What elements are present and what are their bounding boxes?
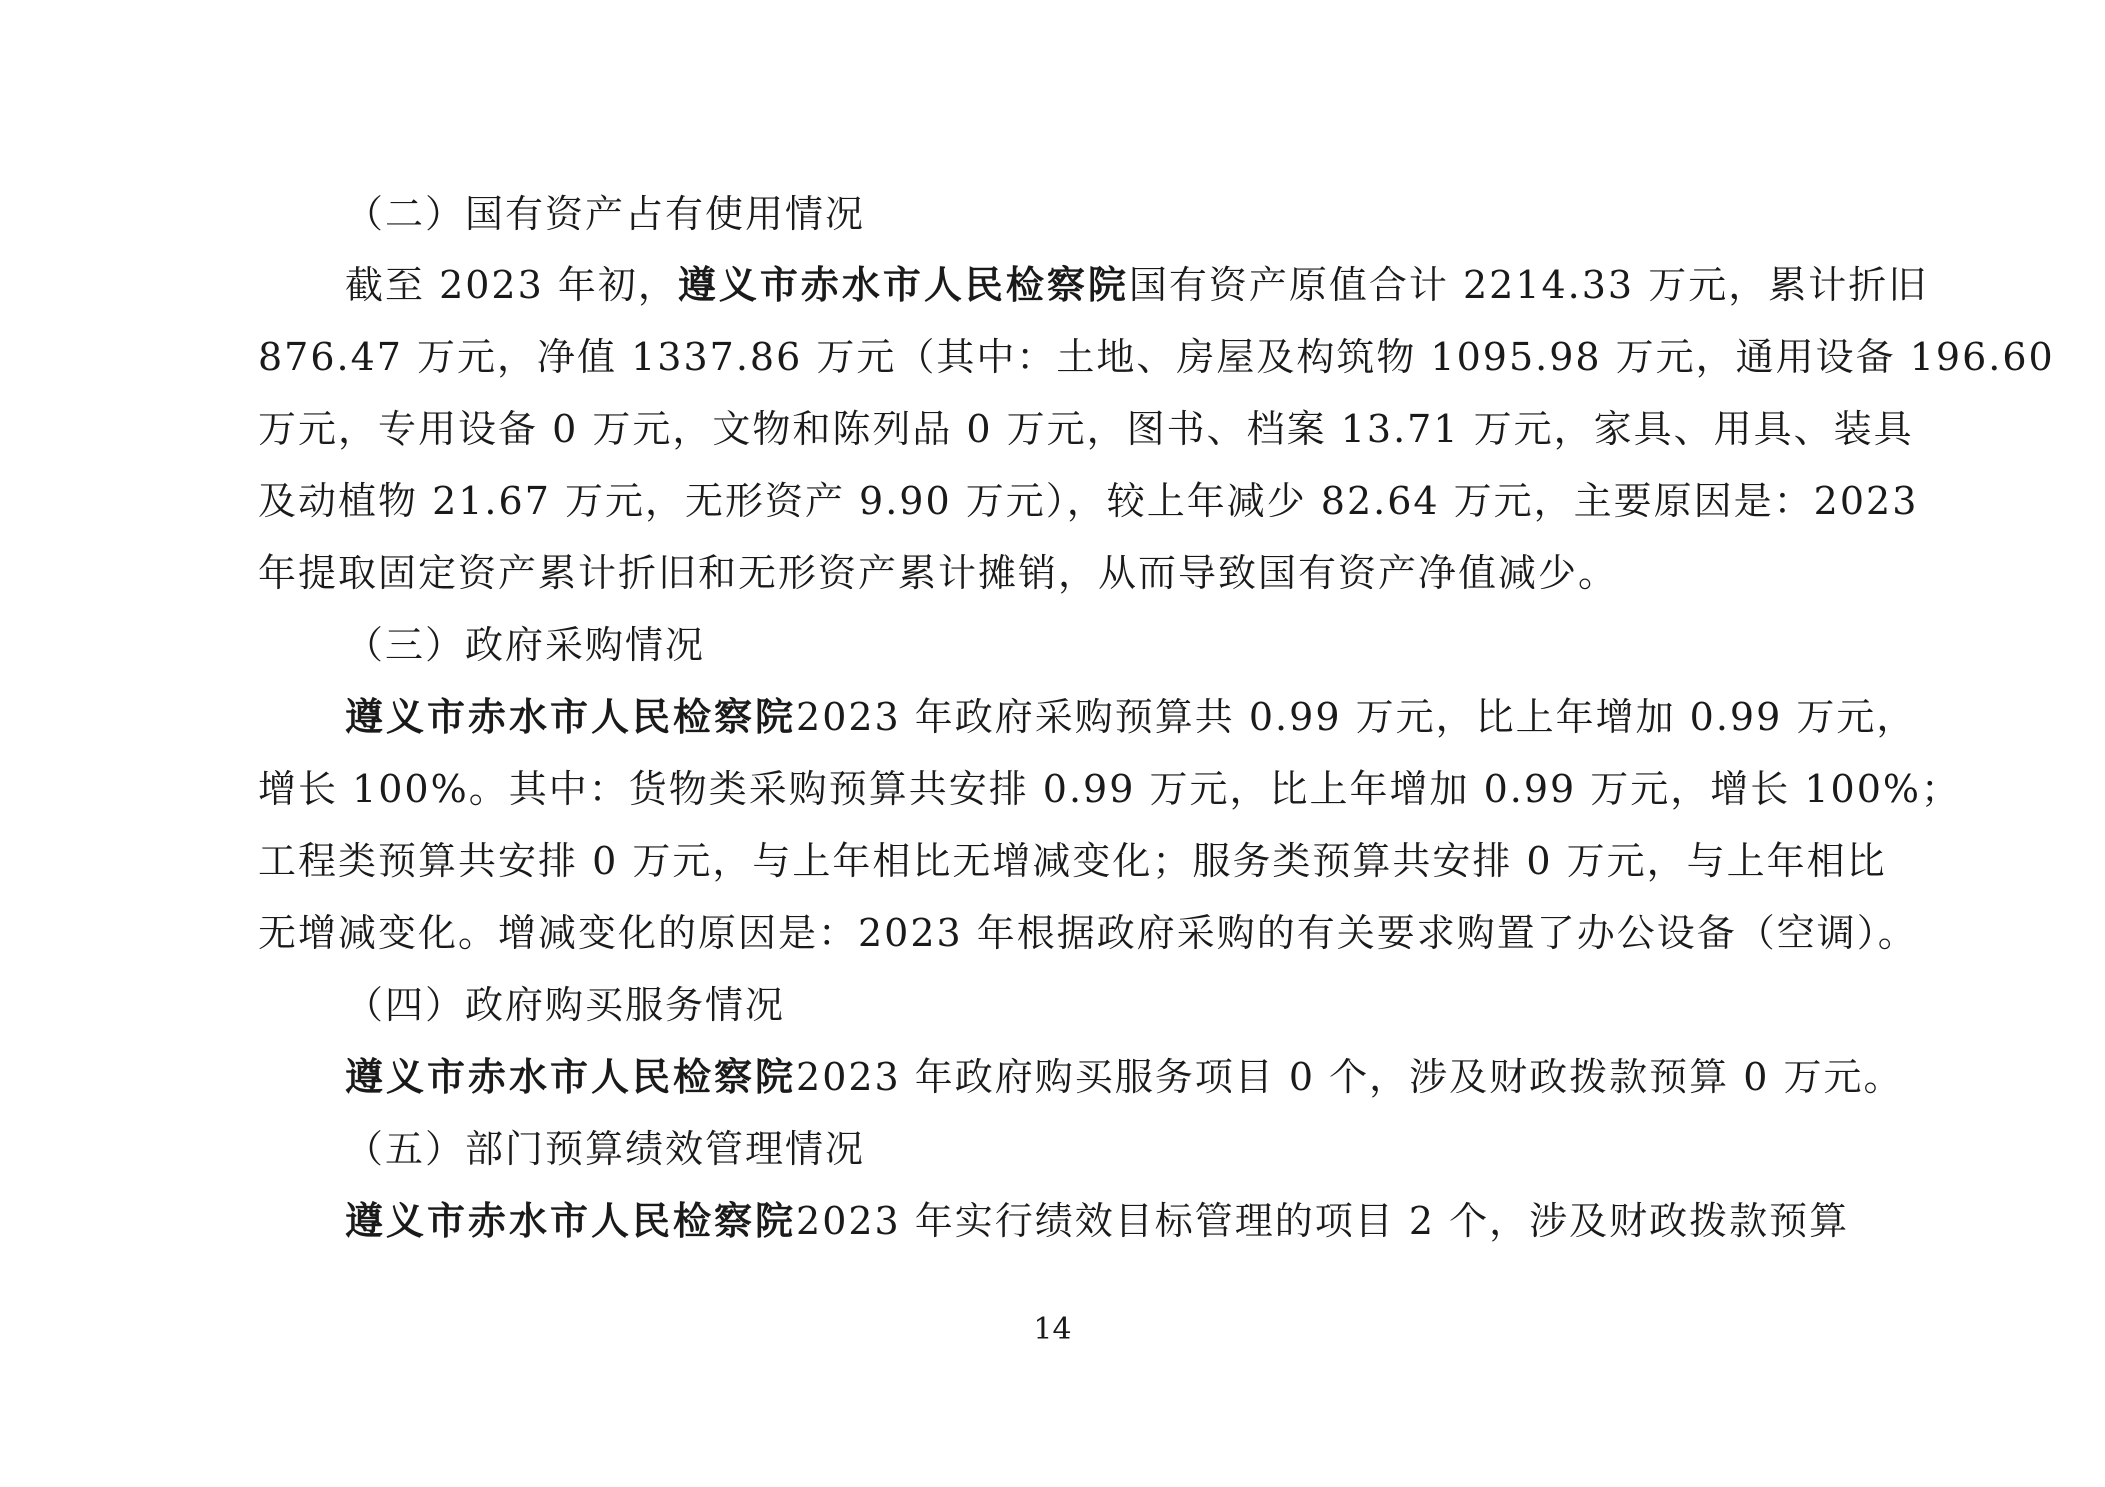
- section-heading-performance: （五）部门预算绩效管理情况: [345, 1127, 866, 1171]
- section-heading-procurement: （三）政府采购情况: [345, 623, 706, 667]
- text-segment: 国有资产原值合计 2214.33 万元，累计折旧: [1128, 263, 1929, 307]
- text-segment: 2023 年实行绩效目标管理的项目 2 个，涉及财政拨款预算: [796, 1199, 1850, 1243]
- paragraph-line: 年提取固定资产累计折旧和无形资产累计摊销，从而导致国有资产净值减少。: [258, 551, 1619, 595]
- organization-name: 遵义市赤水市人民检察院: [677, 262, 1129, 307]
- section-heading-services: （四）政府购买服务情况: [345, 983, 786, 1027]
- page-number: 14: [1033, 1312, 1072, 1347]
- text-segment: 截至 2023 年初，: [345, 263, 678, 307]
- paragraph-line: [345, 1049, 1903, 1105]
- organization-name: 遵义市赤水市人民检察院: [345, 1054, 797, 1099]
- text-segment: 2023 年政府购买服务项目 0 个，涉及财政拨款预算 0 万元。: [796, 1055, 1904, 1099]
- paragraph-line: 无增减变化。增减变化的原因是：2023 年根据政府采购的有关要求购置了办公设备（空调）。: [258, 911, 1918, 955]
- paragraph-line: 增长 100%。其中：货物类采购预算共安排 0.99 万元，比上年增加 0.99 万元，增长 100%；: [258, 767, 1961, 811]
- paragraph-line: 工程类预算共安排 0 万元，与上年相比无增减变化；服务类预算共安排 0 万元，与上年相比: [258, 839, 1887, 883]
- section-heading-assets: （二）国有资产占有使用情况: [345, 192, 866, 236]
- paragraph-line: 万元，专用设备 0 万元，文物和陈列品 0 万元，图书、档案 13.71 万元，家具、用具、装具: [258, 407, 1914, 451]
- paragraph-line: [345, 1193, 1849, 1249]
- paragraph-line: [345, 689, 1916, 745]
- paragraph-line: [345, 257, 1928, 313]
- paragraph-line: 及动植物 21.67 万元，无形资产 9.90 万元），较上年减少 82.64 万元，主要原因是：2023: [258, 479, 1919, 523]
- text-segment: 2023 年政府采购预算共 0.99 万元，比上年增加 0.99 万元，: [796, 695, 1917, 739]
- paragraph-line: 876.47 万元，净值 1337.86 万元（其中：土地、房屋及构筑物 1095.98 万元，通用设备 196.60: [258, 335, 2055, 379]
- organization-name: 遵义市赤水市人民检察院: [345, 1198, 797, 1243]
- organization-name: 遵义市赤水市人民检察院: [345, 694, 797, 739]
